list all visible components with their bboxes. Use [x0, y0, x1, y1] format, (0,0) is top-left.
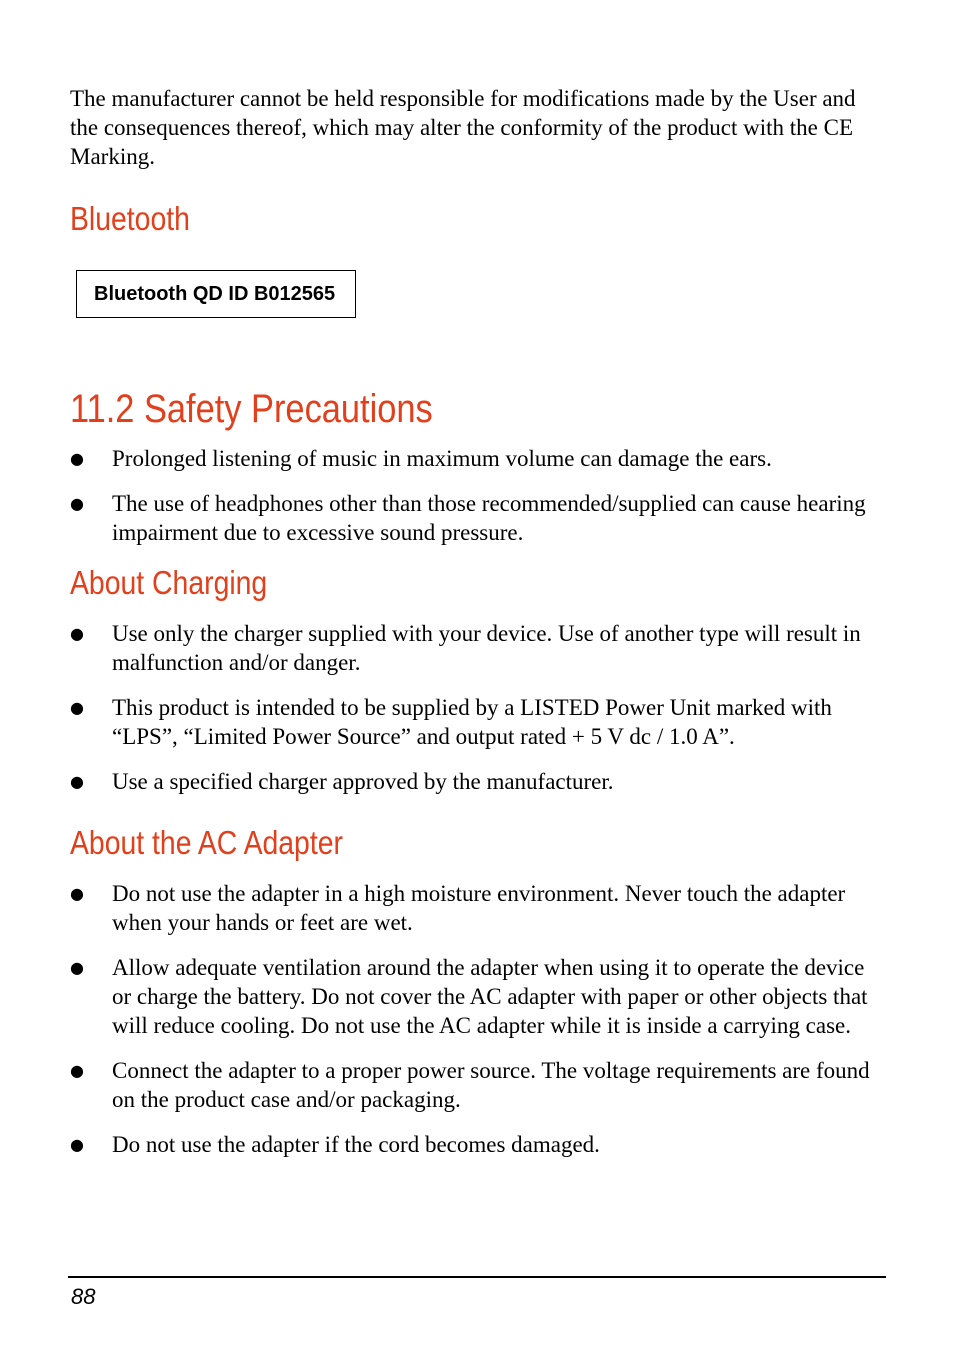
- bluetooth-qd-wrapper: [70, 270, 884, 318]
- list-item: ● Connect the adapter to a proper power source. The voltage requirements are found on the product case and/or packaging.: [70, 1058, 870, 1112]
- bluetooth-qd-id-box: Bluetooth QD ID B012565: [76, 270, 356, 318]
- bullet-icon: ●: [70, 449, 84, 468]
- list-item: ● This product is intended to be supplied by a LISTED Power Unit marked with “LPS”, “Limited Power Source” and output rated + 5 V dc / 1.0 A”.: [70, 695, 832, 749]
- list-item: ● Do not use the adapter if the cord becomes damaged.: [70, 1132, 600, 1157]
- page-number: 88: [71, 1284, 96, 1309]
- list-item: ● Prolonged listening of music in maximum volume can damage the ears.: [70, 446, 772, 471]
- list-item: ● Use a specified charger approved by the manufacturer.: [70, 769, 614, 794]
- charging-list: [70, 619, 884, 796]
- list-item: ● Use only the charger supplied with your device. Use of another type will result in malfunction and/or danger.: [70, 621, 861, 675]
- bullet-icon: ●: [70, 698, 84, 717]
- bullet-icon: ●: [70, 958, 84, 977]
- bullet-icon: ●: [70, 494, 84, 513]
- footer-divider: [68, 1276, 886, 1278]
- bullet-icon: ●: [70, 1061, 84, 1080]
- safety-precautions-heading: 11.2 Safety Precautions: [70, 387, 433, 431]
- intro-paragraph: The manufacturer cannot be held responsible for modifications made by the User and the consequences thereof, which may alter the conformity of the product with the CE Marking.: [70, 86, 856, 169]
- bluetooth-heading: Bluetooth: [70, 200, 190, 237]
- bullet-icon: ●: [70, 884, 84, 903]
- safety-list: [70, 444, 884, 547]
- bullet-icon: ●: [70, 772, 84, 791]
- list-item: ● Do not use the adapter in a high moisture environment. Never touch the adapter when your hands or feet are wet.: [70, 881, 846, 935]
- page-content: [70, 84, 884, 1159]
- about-charging-heading: About Charging: [70, 564, 268, 601]
- list-item: ● Allow adequate ventilation around the adapter when using it to operate the device or charge the battery. Do not cover the AC adapter with paper or other objects that will reduce cooling. Do not use the AC adapter while it is inside a carrying case.: [70, 955, 868, 1038]
- adapter-list: [70, 879, 884, 1159]
- list-item: ● The use of headphones other than those recommended/supplied can cause hearing impairment due to excessive sound pressure.: [70, 491, 866, 545]
- about-ac-adapter-heading: About the AC Adapter: [70, 824, 343, 861]
- bullet-icon: ●: [70, 624, 84, 643]
- bullet-icon: ●: [70, 1135, 84, 1154]
